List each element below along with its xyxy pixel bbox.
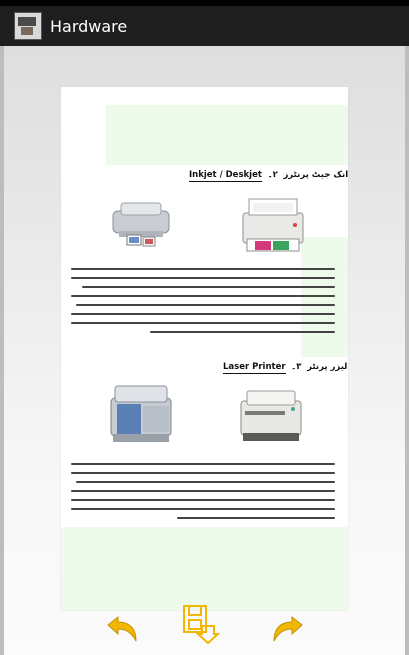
app-title: Hardware (50, 16, 128, 36)
page-tint (106, 105, 348, 165)
document-page[interactable] (61, 87, 348, 610)
laser-printer-image (233, 385, 309, 447)
forward-arrow-icon (270, 615, 306, 645)
bottom-nav (0, 610, 409, 655)
left-edge (0, 46, 4, 655)
section-2-title-en: Inkjet / Deskjet (189, 170, 262, 180)
page-tint (61, 527, 348, 610)
save-button[interactable] (180, 606, 220, 642)
right-edge (405, 46, 409, 655)
section-2-heading (189, 169, 348, 180)
inkjet-printer-image (109, 197, 175, 249)
deskjet-printer-image (233, 195, 313, 255)
save-download-icon (180, 604, 220, 644)
section-3-title-ur: لیزر پرنٹر (307, 362, 348, 372)
section-3-paragraph (71, 463, 335, 526)
color-laser-printer-image (105, 382, 177, 448)
section-2-paragraph (71, 268, 335, 340)
back-arrow-icon (104, 615, 140, 645)
action-bar (0, 6, 409, 46)
section-2-number: ۲۔ (267, 170, 278, 180)
forward-button[interactable] (268, 612, 308, 648)
section-3-heading (223, 361, 347, 372)
section-2-title-ur: انک جیٹ پرنٹرز (283, 170, 349, 180)
back-button[interactable] (102, 612, 142, 648)
app-icon[interactable] (14, 12, 42, 40)
section-3-title-en: Laser Printer (223, 362, 286, 372)
section-3-number: ۳۔ (291, 362, 302, 372)
